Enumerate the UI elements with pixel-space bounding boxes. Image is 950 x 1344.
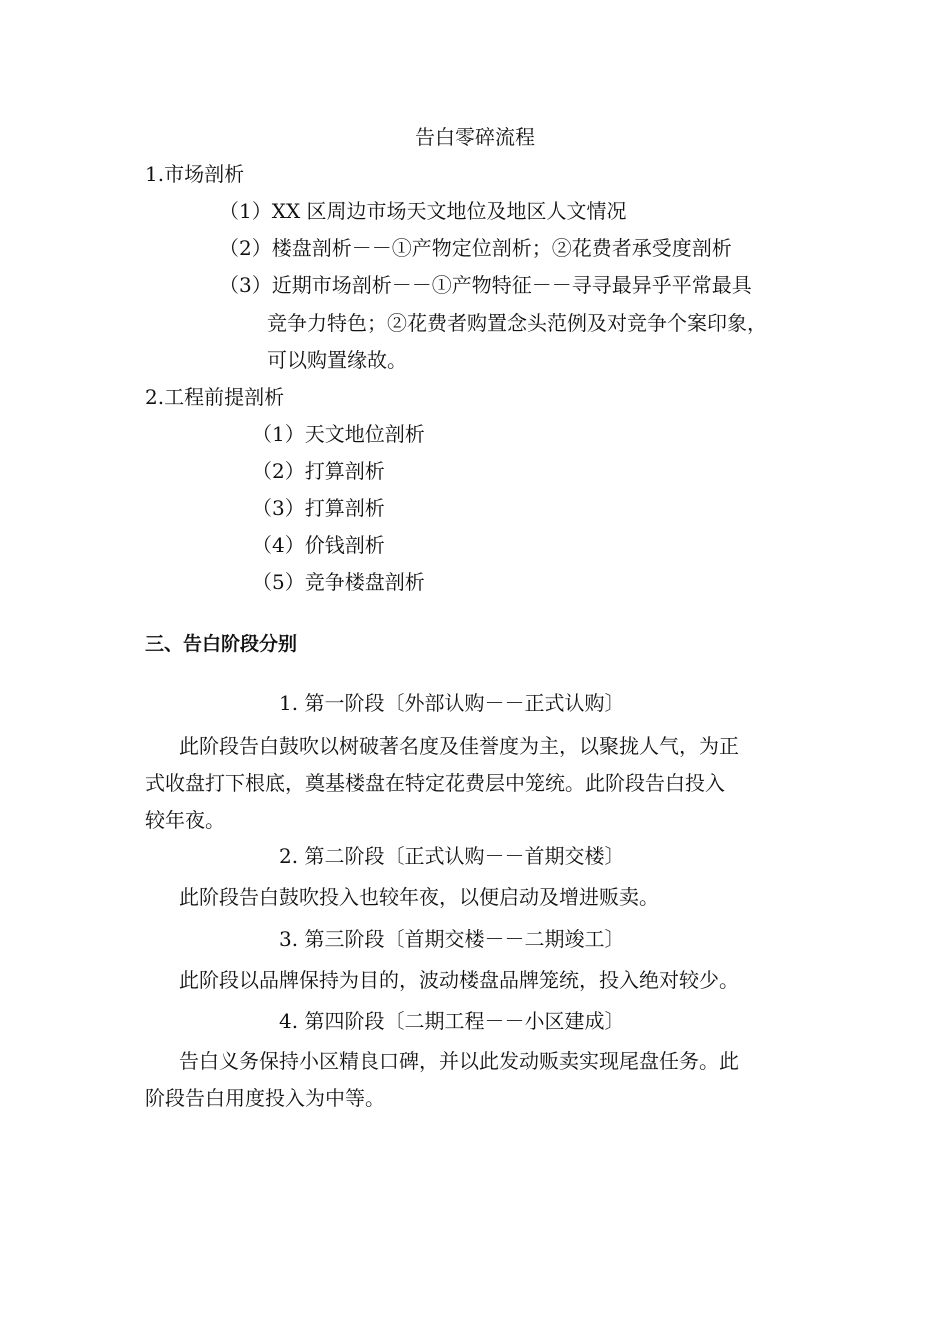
list-item: （2）打算剖析: [252, 459, 385, 483]
section-heading-market-analysis: 1.市场剖析: [145, 162, 245, 186]
paragraph-line: 此阶段以品牌保持为目的，波动楼盘品牌笼统，投入绝对较少。: [179, 968, 739, 992]
paragraph-line: 此阶段告白鼓吹投入也较年夜，以便启动及增进贩卖。: [179, 885, 659, 909]
section-heading-ad-stages: 三、告白阶段分别: [145, 633, 298, 655]
section-heading-project-analysis: 2.工程前提剖析: [145, 385, 285, 409]
list-item: （1）天文地位剖析: [252, 422, 425, 446]
list-item-continuation: 可以购置缘故。: [267, 348, 407, 372]
paragraph-line: 较年夜。: [145, 808, 225, 832]
list-item: （2）楼盘剖析－－①产物定位剖析；②花费者承受度剖析: [219, 236, 732, 260]
paragraph-line: 告白义务保持小区精良口碑，并以此发动贩卖实现尾盘任务。此: [179, 1049, 739, 1073]
paragraph-line: 阶段告白用度投入为中等。: [145, 1086, 385, 1110]
list-item: （3）近期市场剖析－－①产物特征－－寻寻最异乎平常最具: [219, 273, 752, 297]
stage-title: 4. 第四阶段〔二期工程－－小区建成〕: [279, 1009, 625, 1033]
stage-title: 3. 第三阶段〔首期交楼－－二期竣工〕: [279, 927, 625, 951]
list-item-continuation: 竞争力特色；②花费者购置念头范例及对竞争个案印象，: [267, 311, 767, 335]
paragraph-line: 式收盘打下根底，奠基楼盘在特定花费层中笼统。此阶段告白投入: [145, 771, 725, 795]
list-item: （5）竞争楼盘剖析: [252, 570, 425, 594]
list-item: （4）价钱剖析: [252, 533, 385, 557]
stage-title: 2. 第二阶段〔正式认购－－首期交楼〕: [279, 844, 625, 868]
paragraph-line: 此阶段告白鼓吹以树破著名度及佳誉度为主，以聚拢人气，为正: [179, 734, 739, 758]
document-title: 告白零碎流程: [415, 125, 535, 149]
list-item: （1）XX 区周边市场天文地位及地区人文情况: [219, 199, 627, 223]
stage-title: 1. 第一阶段〔外部认购－－正式认购〕: [279, 691, 625, 715]
list-item: （3）打算剖析: [252, 496, 385, 520]
